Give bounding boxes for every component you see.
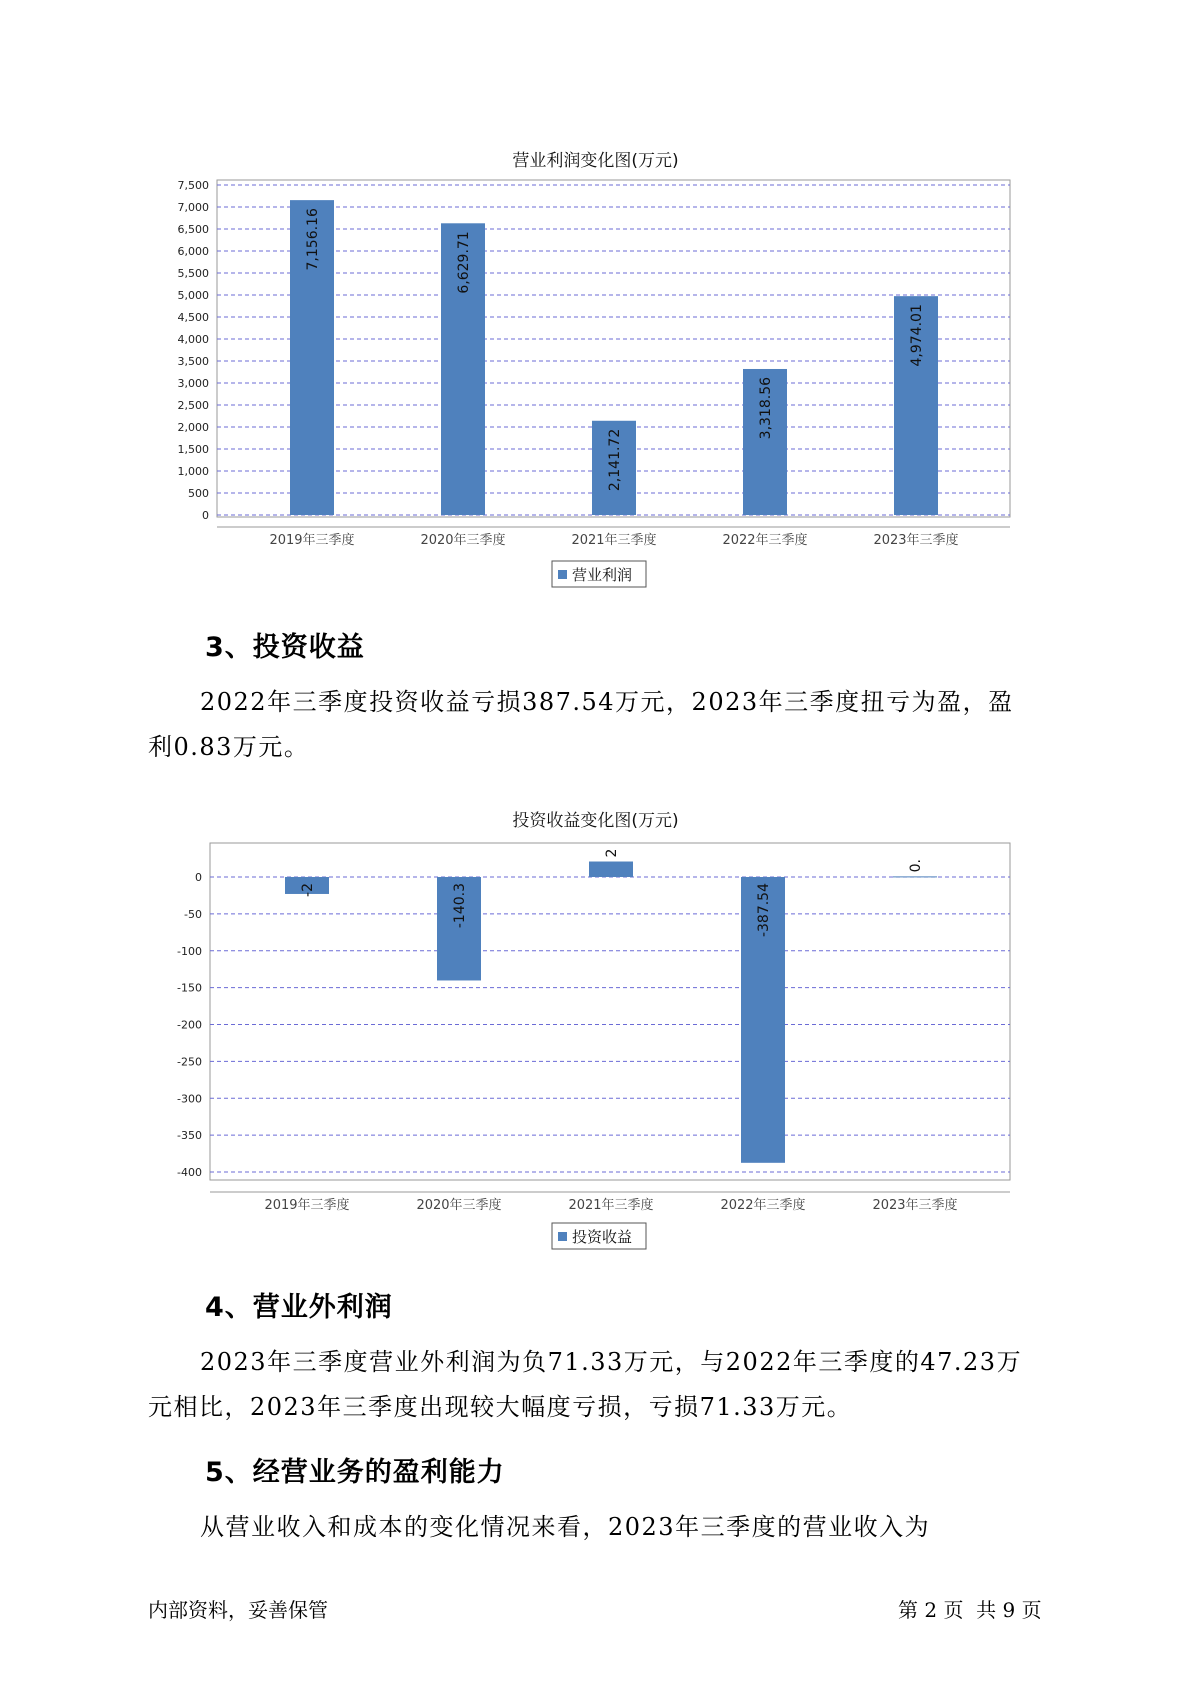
section-4-paragraph [148,1340,1048,1430]
data-label: 3,318.56 [758,376,774,440]
y-tick-label: 2,500 [177,399,209,412]
chart2-title: 投资收益变化图(万元) [512,811,679,831]
section-3-line-2: 利0.83万元。 [148,733,310,761]
section-4-line-2: 元相比，2023年三季度出现较大幅度亏损，亏损71.33万元。 [148,1393,853,1421]
bar [893,876,937,877]
y-tick-label: -50 [184,907,202,921]
x-tick-label: 2019年三季度 [264,1198,350,1213]
data-label: -387.54 [756,883,772,938]
y-tick-label: 6,500 [177,223,209,236]
y-tick-label: 500 [188,487,209,500]
data-label: -2 [300,883,316,897]
investment-income-chart [0,835,1191,1255]
legend-swatch [558,1232,567,1241]
data-label: 7,156.16 [305,208,321,271]
operating-profit-chart [0,170,1191,590]
y-tick-label: 4,000 [177,333,209,346]
section-5-line-1: 从营业收入和成本的变化情况来看，2023年三季度的营业收入为 [200,1513,931,1541]
x-tick-label: 2022年三季度 [720,1198,806,1213]
y-tick-label: 7,000 [177,201,209,214]
x-tick-label: 2021年三季度 [568,1198,654,1213]
x-tick-label: 2020年三季度 [416,1198,502,1213]
x-tick-label: 2023年三季度 [873,533,959,548]
section-3-heading: 3、投资收益 [205,632,365,663]
data-label: 2 [604,848,620,858]
x-tick-label: 2020年三季度 [420,533,506,548]
y-tick-label: 1,000 [177,465,209,478]
y-tick-label: 2,000 [177,421,209,434]
y-tick-label: -350 [177,1129,202,1143]
y-tick-label: -300 [177,1092,202,1106]
y-tick-label: 1,500 [177,443,209,456]
legend-label: 营业利润 [572,566,633,584]
section-4-line-1: 2023年三季度营业外利润为负71.33万元，与2022年三季度的47.23万 [200,1348,1023,1376]
section-4-heading: 4、营业外利润 [205,1292,393,1323]
y-tick-label: 3,500 [177,355,209,368]
y-tick-label: 0 [202,509,209,522]
data-label: 4,974.01 [909,304,925,367]
data-label: -140.3 [452,883,468,929]
y-tick-label: -250 [177,1055,202,1069]
section-3-paragraph [148,680,1048,770]
data-label: 0. [908,859,924,873]
y-tick-label: -150 [177,981,202,995]
y-tick-label: 0 [195,871,202,884]
x-tick-label: 2022年三季度 [722,533,808,548]
legend-swatch [558,570,567,579]
y-tick-label: -400 [177,1166,202,1179]
x-tick-label: 2021年三季度 [571,533,657,548]
footer-note: 内部资料，妥善保管 [148,1598,328,1622]
y-tick-label: 7,500 [177,179,209,192]
section-3-line-1: 2022年三季度投资收益亏损387.54万元，2023年三季度扭亏为盈，盈 [200,688,1014,716]
y-tick-label: -100 [177,944,202,958]
y-tick-label: -200 [177,1018,202,1032]
x-tick-label: 2019年三季度 [269,533,355,548]
bar [589,862,633,877]
legend-label: 投资收益 [572,1228,633,1246]
plot-area [210,843,1010,1180]
y-tick-label: 5,500 [177,267,209,280]
chart1-title: 营业利润变化图(万元) [512,151,679,171]
y-tick-label: 6,000 [177,245,209,258]
data-label: 2,141.72 [607,428,623,492]
y-tick-label: 3,000 [177,377,209,390]
y-tick-label: 5,000 [177,289,209,302]
y-tick-label: 4,500 [177,311,209,324]
data-label: 6,629.71 [456,231,472,294]
x-tick-label: 2023年三季度 [872,1198,958,1213]
page-number: 第 2 页 共 9 页 [898,1598,1042,1622]
section-5-heading: 5、经营业务的盈利能力 [205,1457,505,1488]
section-5-paragraph [148,1505,1048,1550]
